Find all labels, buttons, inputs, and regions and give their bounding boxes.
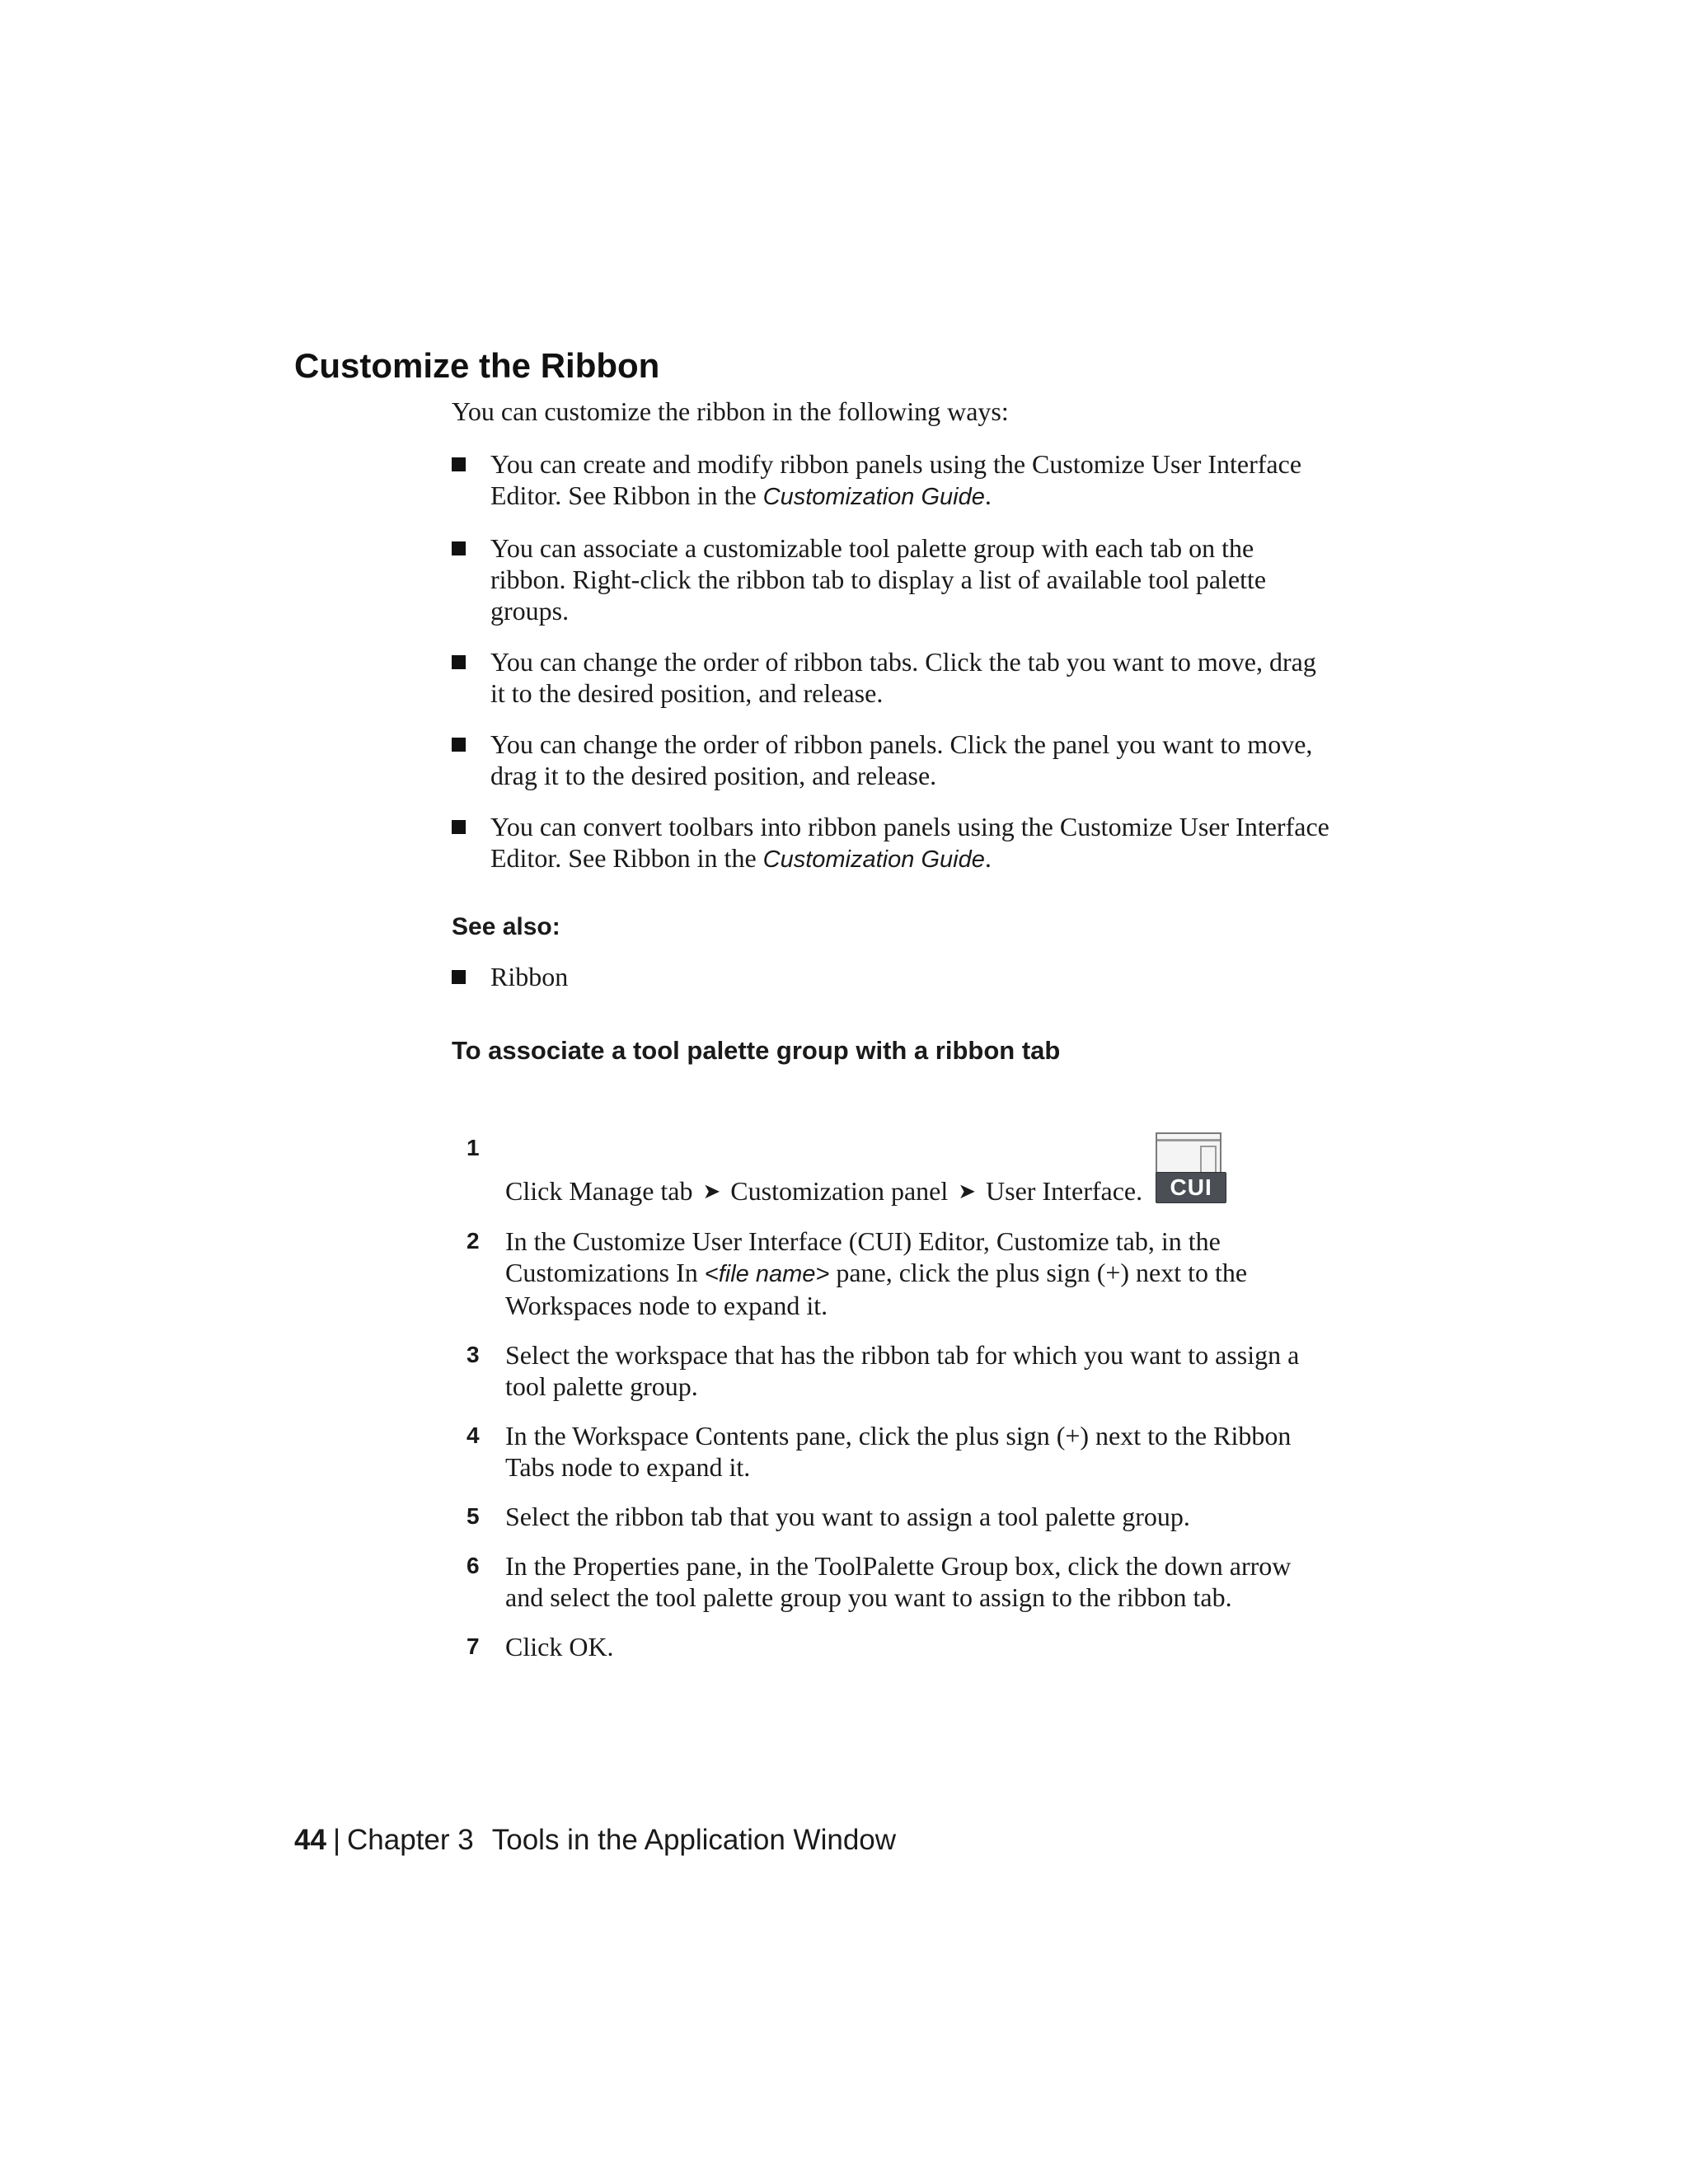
- see-also-list: [452, 961, 1334, 992]
- step-number: 4: [467, 1422, 480, 1448]
- step-number: 5: [467, 1503, 480, 1529]
- list-item-text: You can change the order of ribbon panels. Click the panel you want to move, drag it to the desired position, and release.: [490, 729, 1313, 790]
- guide-reference: Customization Guide: [762, 846, 985, 873]
- page-footer: [294, 1821, 896, 1859]
- square-bullet-icon: [452, 820, 466, 834]
- cui-badge-label: CUI: [1156, 1172, 1226, 1203]
- step-text: In the Workspace Contents pane, click the plus sign (+) next to the Ribbon Tabs node to expand it.: [505, 1421, 1292, 1482]
- step-text-user-interface: User Interface.: [986, 1176, 1143, 1206]
- list-item-text-end: .: [984, 480, 992, 510]
- list-item-text: You can change the order of ribbon tabs. Click the tab you want to move, drag it to the desired position, and release.: [490, 647, 1316, 708]
- list-item: [452, 532, 1334, 626]
- step-number: 6: [467, 1553, 480, 1578]
- chapter-label: Chapter 3: [347, 1824, 474, 1856]
- step-text: In the Customize User Interface (CUI) Editor, Customize tab, in the Customizations In: [505, 1226, 1221, 1287]
- list-item: [452, 448, 1334, 513]
- procedure-step: [452, 1339, 1334, 1402]
- step-number: 1: [467, 1135, 480, 1160]
- page-number: 44: [294, 1824, 326, 1856]
- list-item: [452, 646, 1334, 709]
- step-text: In the Properties pane, in the ToolPalette Group box, click the down arrow and select the tool palette group you want to assign to the ribbon tab.: [505, 1551, 1292, 1612]
- step-text: Select the ribbon tab that you want to assign a tool palette group.: [505, 1502, 1190, 1531]
- arrow-right-icon: ➤: [958, 1179, 977, 1203]
- square-bullet-icon: [452, 970, 466, 984]
- step-number: 7: [467, 1633, 480, 1659]
- procedure-step: [452, 1631, 1334, 1662]
- list-item: [452, 729, 1334, 791]
- square-bullet-icon: [452, 738, 466, 752]
- procedure-step: [452, 1420, 1334, 1483]
- see-also-link-ribbon[interactable]: Ribbon: [490, 962, 569, 991]
- see-also-heading: See also:: [452, 913, 560, 940]
- procedure-title: To associate a tool palette group with a ribbon tab: [452, 1036, 1061, 1065]
- step-text: Click OK.: [505, 1632, 614, 1661]
- procedure-steps: [452, 1132, 1334, 1662]
- square-bullet-icon: [452, 655, 466, 669]
- procedure-step: [452, 1501, 1334, 1532]
- arrow-right-icon: ➤: [702, 1179, 721, 1203]
- list-item-text: You can create and modify ribbon panels using the Customize User Interface Editor. See Ribbon in the: [490, 449, 1302, 510]
- guide-reference: Customization Guide: [762, 484, 985, 510]
- square-bullet-icon: [452, 457, 466, 471]
- procedure-step: [452, 1132, 1334, 1207]
- step-number: 2: [467, 1228, 480, 1254]
- list-item: [452, 811, 1334, 875]
- footer-separator: |: [332, 1824, 341, 1856]
- list-item-text: You can convert toolbars into ribbon panels using the Customize User Interface Editor. See Ribbon in the: [490, 812, 1329, 873]
- list-item-text: You can associate a customizable tool palette group with each tab on the ribbon. Right-click the ribbon tab to display a list of available tool palette groups.: [490, 533, 1267, 626]
- intro-paragraph: You can customize the ribbon in the following ways:: [452, 396, 1009, 426]
- file-name-placeholder: <file name>: [704, 1261, 830, 1287]
- step-text-manage-tab: Click Manage tab: [505, 1176, 693, 1206]
- procedure-step: [452, 1550, 1334, 1613]
- cui-icon: [1156, 1132, 1225, 1203]
- step-number: 3: [467, 1342, 480, 1367]
- step-text-customization-panel: Customization panel: [730, 1176, 949, 1206]
- section-body: [452, 396, 1334, 1680]
- list-item-text-end: .: [984, 843, 992, 873]
- square-bullet-icon: [452, 541, 466, 555]
- step-text: Select the workspace that has the ribbon tab for which you want to assign a tool palette group.: [505, 1340, 1300, 1401]
- procedure-step: [452, 1226, 1334, 1321]
- section-title: Customize the Ribbon: [294, 346, 660, 385]
- step-text-end: pane, click the plus sign (+) next to the Workspaces node to expand it.: [505, 1258, 1248, 1320]
- see-also-item[interactable]: [452, 961, 1334, 992]
- chapter-title: Tools in the Application Window: [491, 1824, 897, 1856]
- customization-options-list: [452, 448, 1334, 875]
